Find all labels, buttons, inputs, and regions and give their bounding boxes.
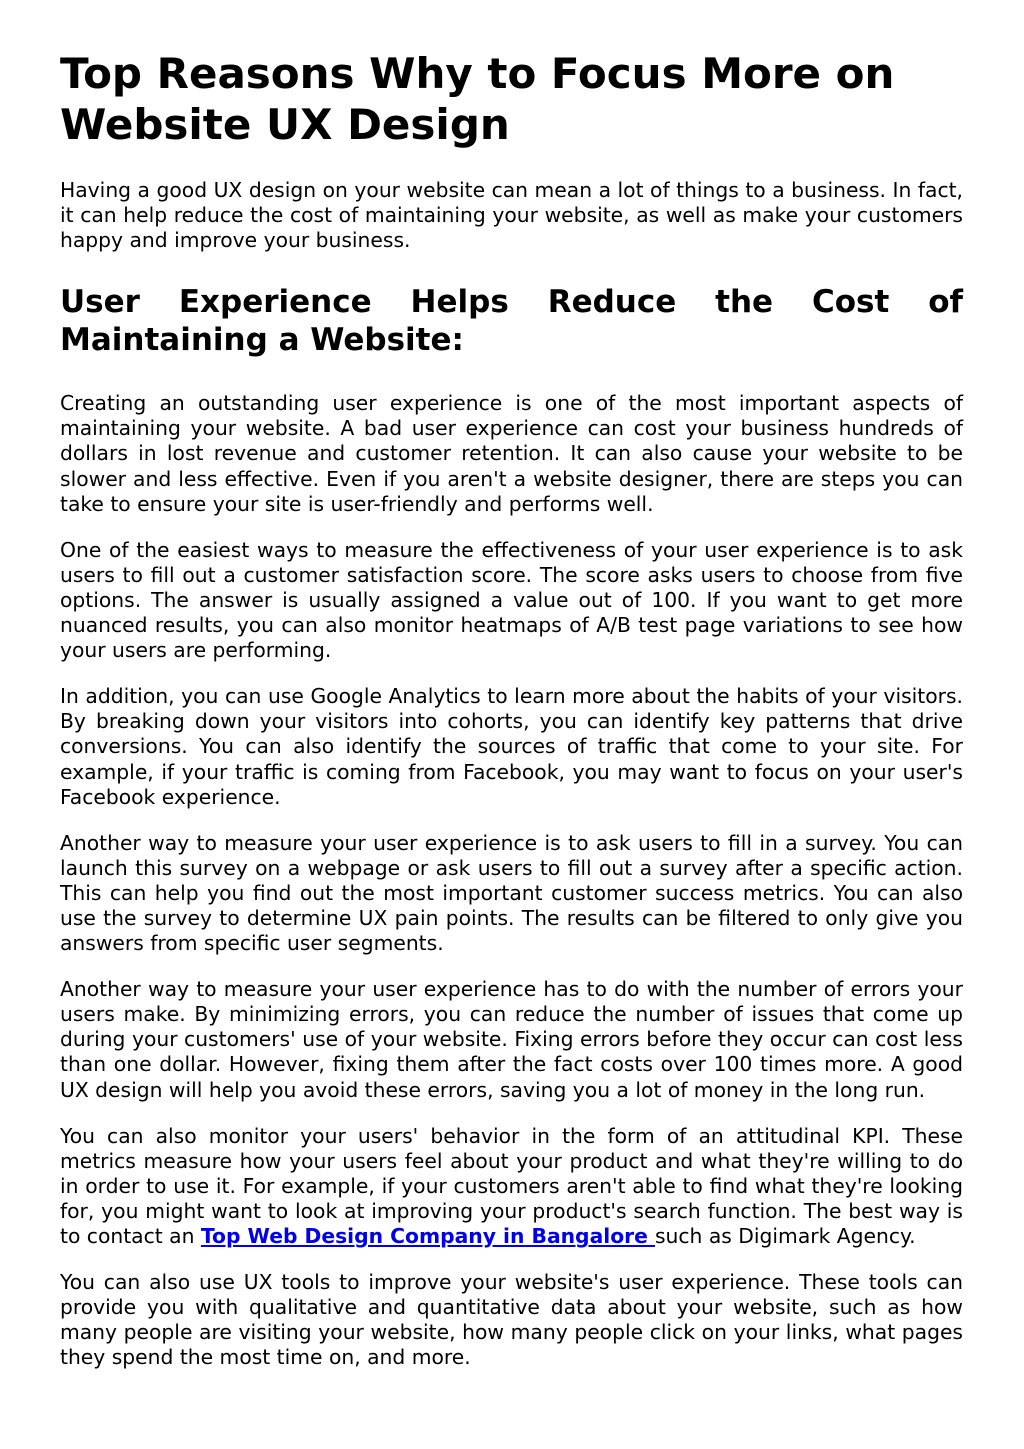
body-paragraph-4: Another way to measure your user experience is to ask users to fill in a survey. You can launch this survey on a webpage or ask users to fill out a survey after a specific action. This can help you find out the most important customer success metrics. You can also use the survey to determine UX pain points. The results can be filtered to only give you answers from specific user segments. — [60, 830, 963, 956]
link-paragraph-text-before: You can also monitor your users' behavior in the form of an attitudinal KPI. These metrics measure how your users feel about your product and what they're willing to do in order to use it. For example, if your customers aren't able to find what they're looking for, you might want to look at improving your product's search function. The best way is to contact an — [60, 1123, 963, 1248]
web-design-company-link[interactable]: Top Web Design Company in Bangalore — [200, 1224, 655, 1248]
body-paragraph-1: Creating an outstanding user experience is one of the most important aspects of maintaining your website. A bad user experience can cost your business hundreds of dollars in lost revenue and customer retention. It can also cause your website to be slower and less effective. Even if you aren't a website designer, there are steps you can take to ensure your site is user-friendly and performs well. — [60, 391, 963, 516]
article-title: Top Reasons Why to Focus More on Website UX Design — [60, 49, 895, 149]
body-paragraph-2: One of the easiest ways to measure the effectiveness of your user experience is to ask users to fill out a customer satisfaction score. The score asks users to choose from five options. The answer is usually assigned a value out of 100. If you want to get more nuanced results, you can also monitor heatmaps of A/B test page variations to see how your users are performing. — [60, 537, 963, 663]
section-heading: User Experience Helps Reduce the Cost of Maintaining a Website: — [60, 284, 963, 359]
link-paragraph-text-after: such as Digimark Agency. — [654, 1224, 916, 1248]
final-paragraph: You can also use UX tools to improve your website's user experience. These tools can provide you with qualitative and quantitative data about your website, such as how many people are visiting your website, how many people click on your links, what pages they spend the most time on, and more. — [60, 1270, 963, 1370]
intro-paragraph: Having a good UX design on your website can mean a lot of things to a business. In fact, it can help reduce the cost of maintaining your website, as well as make your customers happy and improve your business. — [60, 178, 963, 253]
link-paragraph — [60, 1124, 963, 1249]
body-paragraph-5: Another way to measure your user experience has to do with the number of errors your users make. By minimizing errors, you can reduce the number of issues that come up during your customers' use of your website. Fixing errors before they occur can cost less than one dollar. However, fixing them after the fact costs over 100 times more. A good UX design will help you avoid these errors, saving you a lot of money in the long run. — [60, 977, 963, 1102]
document-page — [60, 48, 963, 1391]
body-paragraph-3: In addition, you can use Google Analytics to learn more about the habits of your visitors. By breaking down your visitors into cohorts, you can identify key patterns that drive conversions. You can also identify the sources of traffic that come to your site. For example, if your traffic is coming from Facebook, you may want to focus on your user's Facebook experience. — [60, 684, 963, 809]
